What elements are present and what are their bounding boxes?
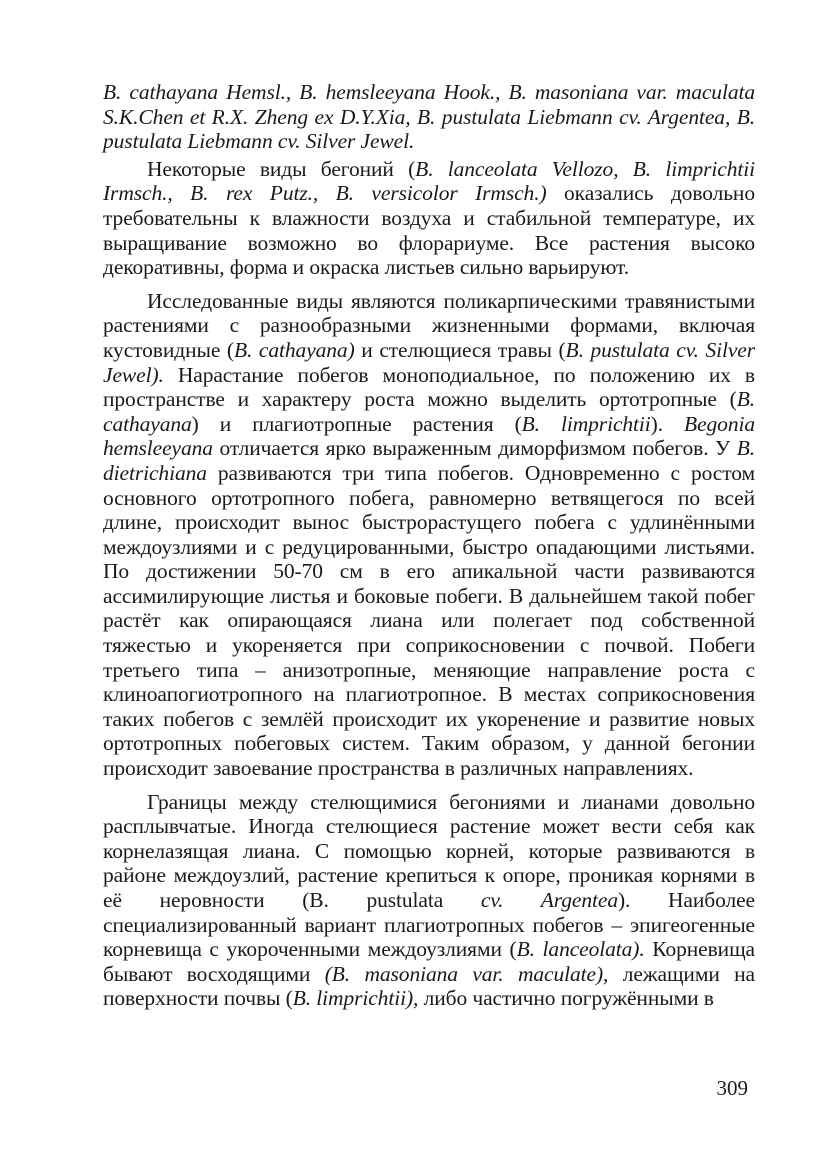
text-run: Границы между стелющимися бегониями и лианами довольно расплывчатые. Иногда стелющиеся растение может вести себя как корнелазящая лиана. С помощью корней, которые развиваются в районе междоузлий, растение крепиться к опоре, проникая корнями в её неровности (B. pustulata [103, 789, 755, 912]
italic-text-run: B. pustulata cv. Silver Jewel). [103, 337, 755, 387]
italic-text-run: B. lanceolata Vellozo, B. limprichtii Irmsch., B. rex Putz., B. versicolor Irmsch.) [103, 156, 755, 206]
text-run: Нарастание побегов моноподиальное, по положению их в пространстве и характеру роста можно выделить ортотропные ( [103, 362, 755, 412]
text-run: ). Наиболее специализированный вариант плагиотропных побегов – эпигеогенные корневища с укороченными междоузлиями ( [103, 888, 755, 962]
italic-text-run: Begonia hemsleeyana [103, 411, 755, 461]
paragraph-humidity-requirements [103, 157, 755, 280]
body-text [103, 80, 755, 1011]
text-run: Некоторые виды бегоний ( [147, 156, 416, 181]
page-number: 309 [716, 1076, 748, 1100]
text-run: оказались довольно требовательны к влажности воздуха и стабильной температуре, их выращивание возможно во флорариуме. Все растения высоко декоративны, форма и окраска листьев сильно варьируют. [103, 181, 755, 280]
italic-text-run: B. limprichtii), [292, 986, 419, 1011]
italic-text-run: B. cathayana Hemsl., B. hemsleeyana Hook., B. masoniana var. maculata S.K.Chen et R.X. Zheng ex D.Y.Xia, B. pustulata Liebmann cv. Argentea, B. pustulata Liebmann cv. Silver Jewel. [103, 80, 755, 154]
paragraph-climbing-boundaries [103, 790, 755, 1011]
text-run: отличается ярко выраженным диморфизмом побегов. У [212, 436, 737, 461]
text-run: Корневища бывают восходящими [103, 937, 755, 986]
text-run: развиваются три типа побегов. Одновременно с ростом основного ортотропного побега, равномерно ветвящегося по всей длине, происходит вынос быстрорастущего побега с удлинёнными междоузлиями и с редуцированными, быстро опадающими листьями. По достижении 50-70 см в его апикальной части развиваются ассимилирующие листья и боковые побеги. В дальнейшем такой побег растёт как опирающаяся лиана или полегает под собственной тяжестью и укореняется при соприкосновении с почвой. Побеги третьего типа – анизотропные, меняющие направление роста с клиноапогиотропного на плагиотропное. В местах соприкосновения таких побегов с землёй происходит их укоренение и развитие новых ортотропных побеговых систем. Таким образом, у данной бегонии происходит завоевание пространства в различных направлениях. [103, 460, 755, 781]
text-run: либо частично погружёнными в [418, 986, 714, 1011]
italic-text-run: B. cathayana [103, 387, 755, 436]
text-run: ) и плагиотропные растения ( [191, 411, 522, 436]
text-run: Исследованные виды являются поликарпическими травянистыми растениями с разнообразными жизненными формами, включая кустовидные ( [103, 288, 755, 362]
paragraph-life-forms [103, 289, 755, 781]
italic-text-run: (B. masoniana var. maculate), [324, 961, 609, 986]
paragraph-species-list [103, 80, 755, 154]
italic-text-run: cv. Argentea [480, 888, 618, 912]
text-run: и стелющиеся травы ( [354, 337, 566, 362]
italic-text-run: B. lanceolata). [516, 937, 645, 962]
italic-text-run: B. dietrichiana [103, 436, 755, 485]
italic-text-run: B. limprichtii [521, 411, 651, 436]
italic-text-run: B. cathayana) [233, 337, 355, 362]
text-run: ). [650, 411, 685, 436]
text-run: лежащими на поверхности почвы ( [103, 961, 755, 1011]
